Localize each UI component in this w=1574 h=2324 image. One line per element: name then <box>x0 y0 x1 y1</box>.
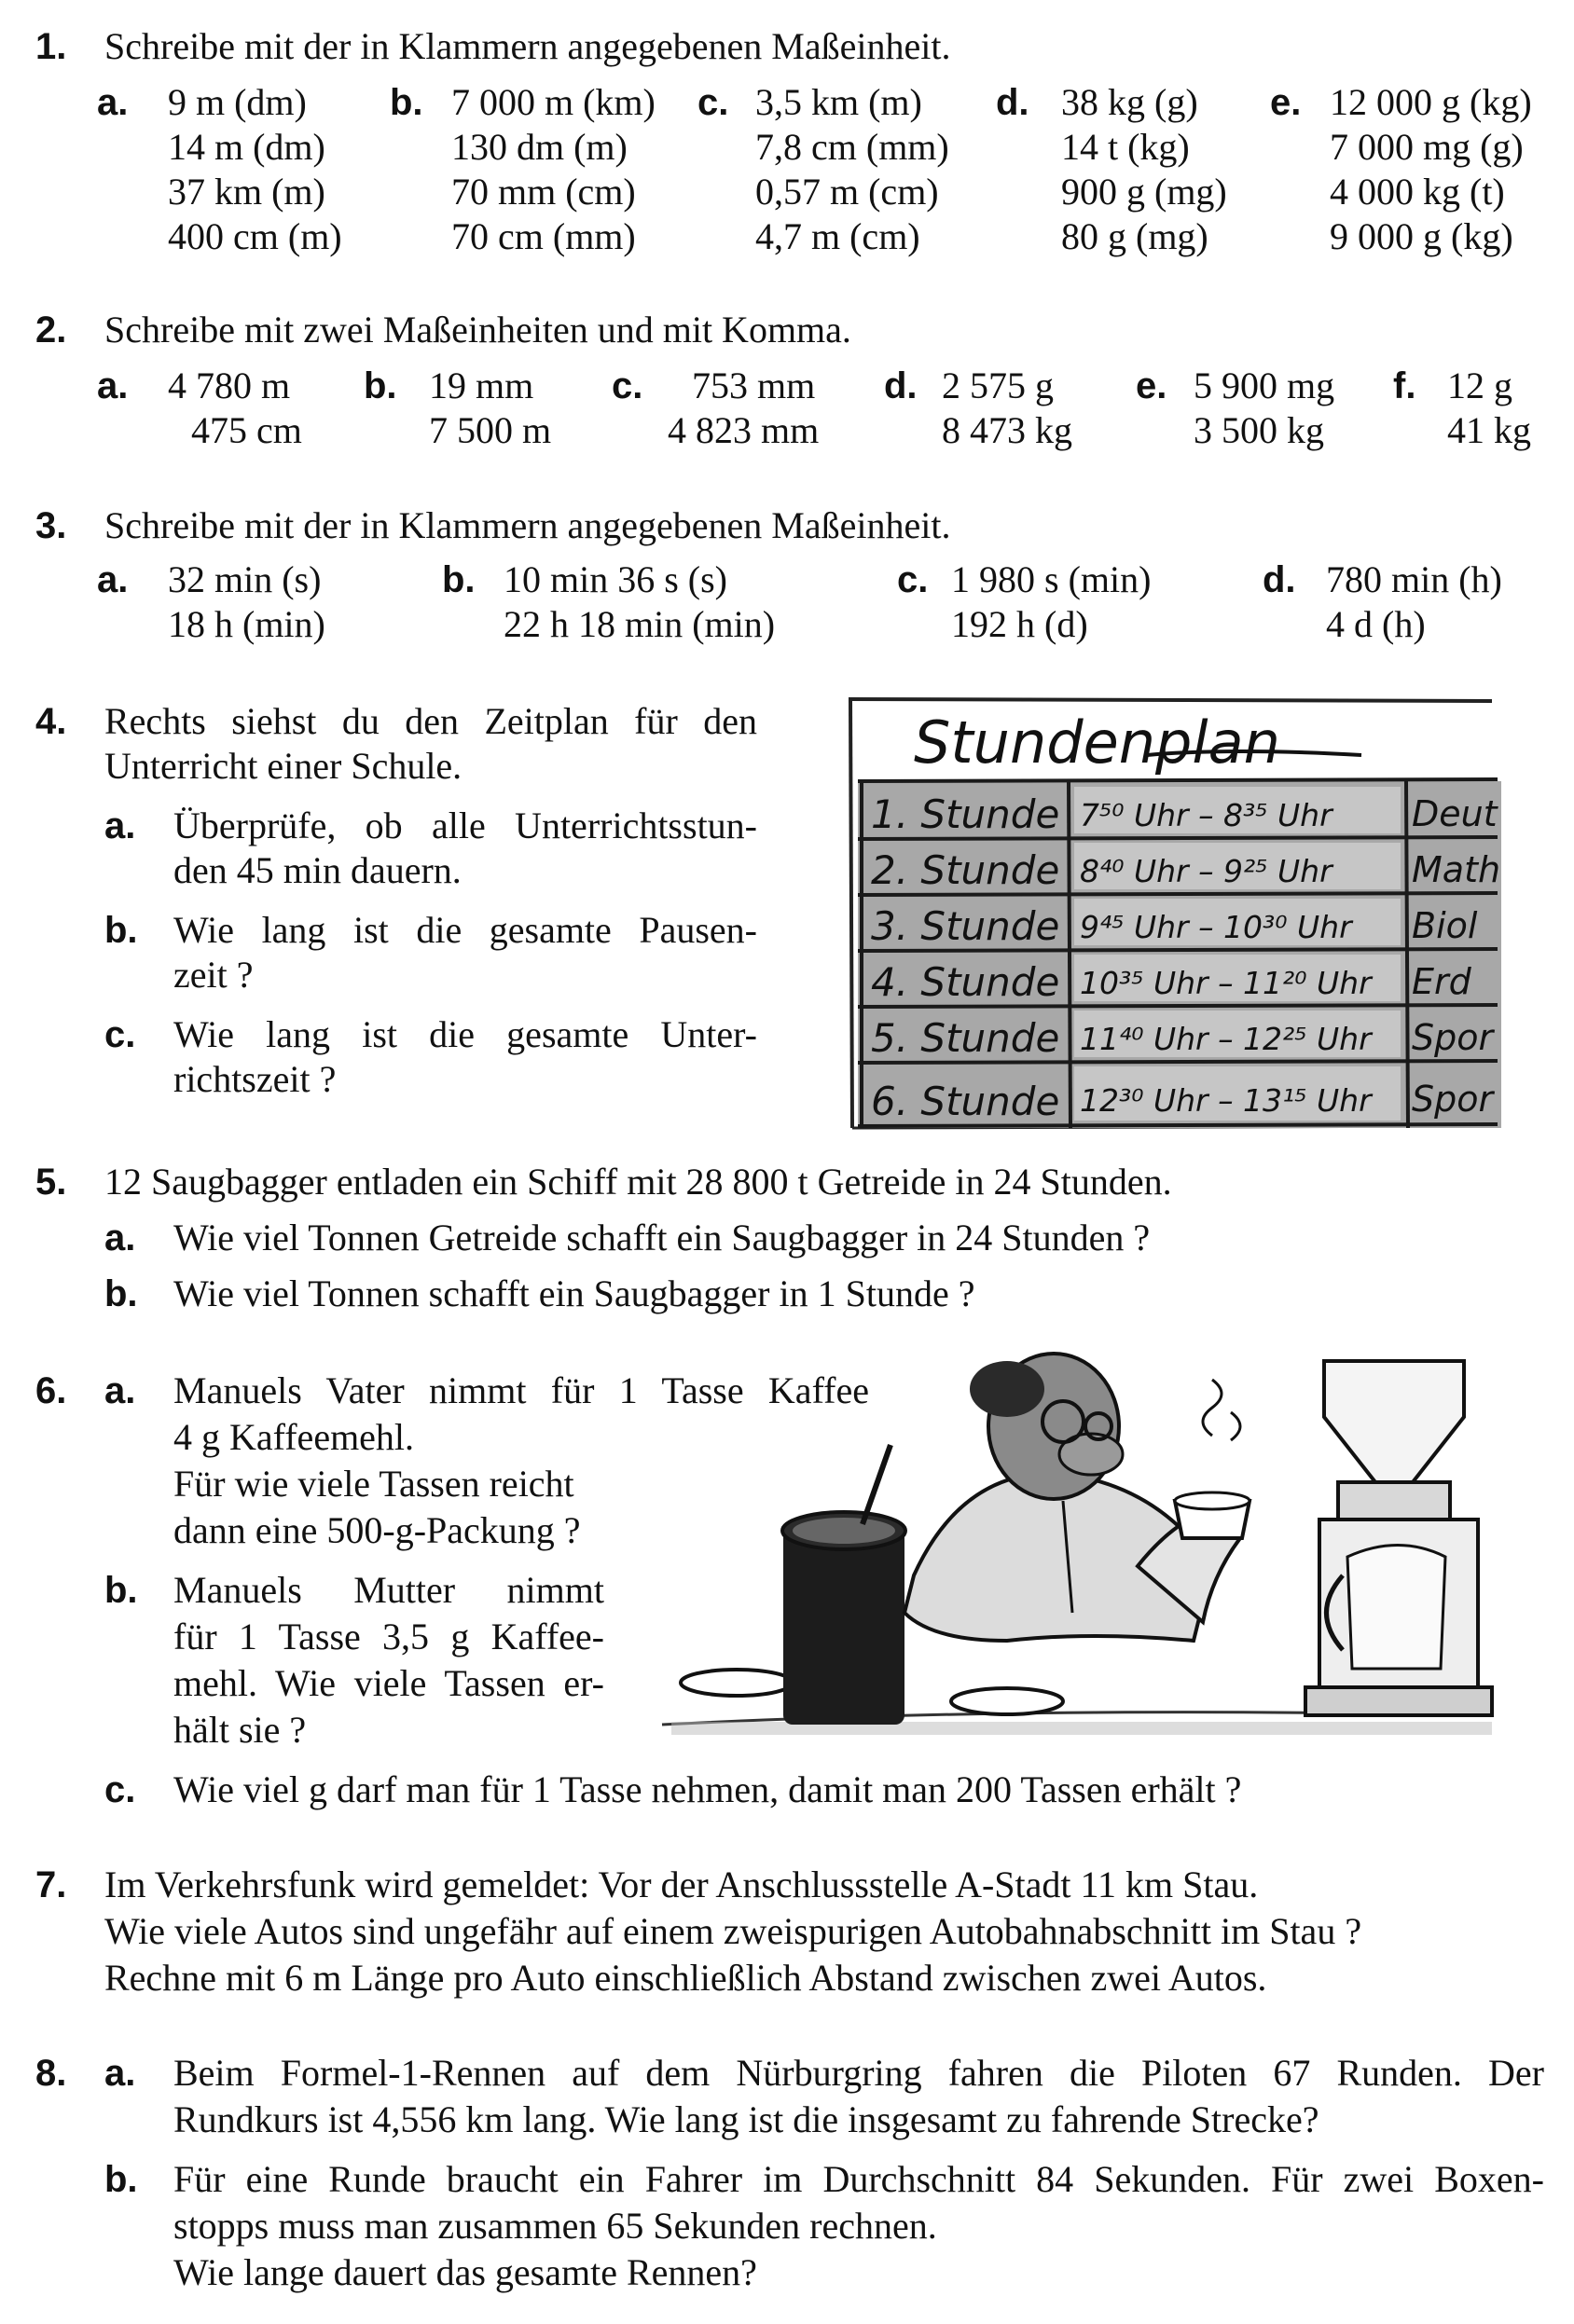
task-1d-label: d. <box>996 82 1029 123</box>
timetable-lesson-2: 2. Stunde <box>871 847 1060 893</box>
timetable-time-5: 11⁴⁰ Uhr – 12²⁵ Uhr <box>1080 1021 1372 1057</box>
task-8b-line: stopps muss man zusammen 65 Sekunden rechnen. <box>173 2205 937 2247</box>
task-3b-item: 22 h 18 min (min) <box>504 603 776 645</box>
task-3-number: 3. <box>35 505 67 546</box>
task-2a-label: a. <box>97 365 129 406</box>
task-2-instruction: Schreibe mit zwei Maßeinheiten und mit Komma. <box>104 309 851 351</box>
task-4-intro-line: Rechts siehst du den Zeitplan für den <box>104 700 757 742</box>
task-6c-text: Wie viel g darf man für 1 Tasse nehmen, damit man 200 Tassen erhält ? <box>173 1768 1242 1810</box>
task-6b-line: mehl. Wie viele Tassen er- <box>173 1662 604 1704</box>
task-4c-line: Wie lang ist die gesamte Unter- <box>173 1013 757 1055</box>
task-4b-label: b. <box>104 910 138 951</box>
task-1c-item: 0,57 m (cm) <box>755 171 939 213</box>
task-1e-item: 7 000 mg (g) <box>1330 126 1524 168</box>
timetable-subject-4: Erd <box>1412 961 1471 1002</box>
task-1c-item: 7,8 cm (mm) <box>755 126 949 168</box>
task-2-number: 2. <box>35 309 67 351</box>
task-7-line: Wie viele Autos sind ungefähr auf einem zweispurigen Autobahnabschnitt im Stau ? <box>104 1910 1362 1952</box>
task-4-number: 4. <box>35 701 67 742</box>
task-1d-item: 38 kg (g) <box>1061 81 1198 123</box>
task-1a-item: 37 km (m) <box>168 171 325 213</box>
task-6b-line: für 1 Tasse 3,5 g Kaffee- <box>173 1616 604 1657</box>
task-4a-label: a. <box>104 805 136 846</box>
task-5a-label: a. <box>104 1217 136 1258</box>
timetable-lesson-1: 1. Stunde <box>871 791 1060 837</box>
timetable-title: Stundenplan <box>914 708 1280 777</box>
task-6a-line: Manuels Vater nimmt für 1 Tasse Kaffee <box>173 1369 869 1411</box>
task-2d-label: d. <box>884 365 918 406</box>
task-1a-item: 400 cm (m) <box>168 215 342 257</box>
task-4c-line: richtszeit ? <box>173 1058 337 1100</box>
task-3d-item: 4 d (h) <box>1326 603 1426 645</box>
task-3b-item: 10 min 36 s (s) <box>504 558 727 600</box>
task-2a-item: 4 780 m <box>168 364 291 406</box>
task-1a-label: a. <box>97 82 129 123</box>
task-2f-item: 12 g <box>1447 364 1512 406</box>
task-8b-line: Für eine Runde braucht ein Fahrer im Durchschnitt 84 Sekunden. Für zwei Boxen- <box>173 2158 1544 2200</box>
task-2e-label: e. <box>1136 365 1167 406</box>
task-7-line: Im Verkehrsfunk wird gemeldet: Vor der Anschlussstelle A-Stadt 11 km Stau. <box>104 1863 1259 1905</box>
task-1d-item: 14 t (kg) <box>1061 126 1190 168</box>
task-8a-line: Beim Formel-1-Rennen auf dem Nürburgring fahren die Piloten 67 Runden. Der <box>173 2052 1544 2094</box>
task-3a-label: a. <box>97 559 129 600</box>
timetable-illustration <box>839 690 1501 1137</box>
timetable-time-4: 10³⁵ Uhr – 11²⁰ Uhr <box>1080 965 1372 1001</box>
task-8a-line: Rundkurs ist 4,556 km lang. Wie lang ist die insgesamt zu fahrende Strecke? <box>173 2098 1319 2140</box>
timetable-subject-2: Math <box>1412 849 1501 890</box>
task-1d-item: 80 g (mg) <box>1061 215 1208 257</box>
task-3a-item: 32 min (s) <box>168 558 322 600</box>
task-2d-item: 8 473 kg <box>942 409 1072 451</box>
task-1c-label: c. <box>697 82 729 123</box>
task-2f-label: f. <box>1393 365 1416 406</box>
task-2e-item: 3 500 kg <box>1194 409 1324 451</box>
task-1b-item: 70 mm (cm) <box>451 171 636 213</box>
task-5-text: 12 Saugbagger entladen ein Schiff mit 28 800 t Getreide in 24 Stunden. <box>104 1161 1172 1203</box>
timetable-time-6: 12³⁰ Uhr – 13¹⁵ Uhr <box>1080 1082 1372 1119</box>
task-6a-line: dann eine 500-g-Packung ? <box>173 1509 581 1551</box>
task-4b-line: Wie lang ist die gesamte Pausen- <box>173 909 757 951</box>
task-3c-label: c. <box>897 559 929 600</box>
task-1e-item: 12 000 g (kg) <box>1330 81 1532 123</box>
task-3b-label: b. <box>442 559 476 600</box>
task-4c-label: c. <box>104 1014 136 1055</box>
timetable-subject-5: Spor <box>1412 1017 1494 1058</box>
task-1c-item: 4,7 m (cm) <box>755 215 920 257</box>
task-6a-line: Für wie viele Tassen reicht <box>173 1463 574 1505</box>
task-3a-item: 18 h (min) <box>168 603 325 645</box>
task-2b-item: 7 500 m <box>429 409 552 451</box>
timetable-lesson-3: 3. Stunde <box>871 903 1060 949</box>
timetable-subject-6: Spor <box>1412 1079 1494 1120</box>
timetable-time-2: 8⁴⁰ Uhr – 9²⁵ Uhr <box>1080 853 1332 889</box>
task-4-intro-line: Unterricht einer Schule. <box>104 745 463 787</box>
task-1c-item: 3,5 km (m) <box>755 81 922 123</box>
task-1e-item: 9 000 g (kg) <box>1330 215 1513 257</box>
task-6c-label: c. <box>104 1769 136 1810</box>
task-1a-item: 9 m (dm) <box>168 81 307 123</box>
task-3d-label: d. <box>1263 559 1296 600</box>
task-6b-line: Manuels Mutter nimmt <box>173 1569 604 1611</box>
task-6a-label: a. <box>104 1370 136 1411</box>
task-4a-line: den 45 min dauern. <box>173 849 462 891</box>
task-3c-item: 1 980 s (min) <box>951 558 1152 600</box>
task-6a-line: 4 g Kaffeemehl. <box>173 1416 415 1458</box>
timetable-lesson-6: 6. Stunde <box>871 1079 1060 1124</box>
task-1a-item: 14 m (dm) <box>168 126 325 168</box>
coffee-illustration <box>653 1333 1511 1743</box>
task-1-instruction: Schreibe mit der in Klammern angegebenen Maßeinheit. <box>104 25 951 67</box>
task-5b-text: Wie viel Tonnen schafft ein Saugbagger in 1 Stunde ? <box>173 1272 975 1314</box>
task-2f-item: 41 kg <box>1447 409 1531 451</box>
timetable-time-1: 7⁵⁰ Uhr – 8³⁵ Uhr <box>1080 797 1332 833</box>
task-6b-label: b. <box>104 1570 138 1611</box>
task-3c-item: 192 h (d) <box>951 603 1088 645</box>
task-2c-item: 4 823 mm <box>668 409 820 451</box>
task-1e-item: 4 000 kg (t) <box>1330 171 1505 213</box>
task-4a-line: Überprüfe, ob alle Unterrichtsstun- <box>173 804 757 846</box>
task-8a-label: a. <box>104 2053 136 2094</box>
task-5b-label: b. <box>104 1273 138 1314</box>
task-1b-item: 130 dm (m) <box>451 126 628 168</box>
task-4b-line: zeit ? <box>173 954 254 996</box>
task-1b-item: 70 cm (mm) <box>451 215 636 257</box>
task-2e-item: 5 900 mg <box>1194 364 1335 406</box>
task-1b-item: 7 000 m (km) <box>451 81 656 123</box>
task-7-number: 7. <box>35 1864 67 1905</box>
task-2b-item: 19 mm <box>429 364 534 406</box>
task-6b-line: hält sie ? <box>173 1709 307 1751</box>
task-2c-label: c. <box>612 365 643 406</box>
task-2c-item: 753 mm <box>692 364 816 406</box>
task-3d-item: 780 min (h) <box>1326 558 1502 600</box>
timetable-lesson-5: 5. Stunde <box>871 1015 1060 1061</box>
timetable-lesson-4: 4. Stunde <box>871 959 1060 1005</box>
task-1b-label: b. <box>390 82 423 123</box>
task-6-number: 6. <box>35 1370 67 1411</box>
task-1d-item: 900 g (mg) <box>1061 171 1227 213</box>
task-1-number: 1. <box>35 26 67 67</box>
task-3-instruction: Schreibe mit der in Klammern angegebenen Maßeinheit. <box>104 504 951 546</box>
timetable-subject-1: Deut <box>1412 793 1498 834</box>
task-5a-text: Wie viel Tonnen Getreide schafft ein Saugbagger in 24 Stunden ? <box>173 1217 1151 1258</box>
task-8-number: 8. <box>35 2053 67 2094</box>
task-5-number: 5. <box>35 1162 67 1203</box>
task-2d-item: 2 575 g <box>942 364 1054 406</box>
timetable-subject-3: Biol <box>1412 905 1478 946</box>
task-8b-label: b. <box>104 2159 138 2200</box>
task-1e-label: e. <box>1270 82 1302 123</box>
task-8b-line: Wie lange dauert das gesamte Rennen? <box>173 2251 757 2293</box>
task-2a-item: 475 cm <box>191 409 302 451</box>
task-7-line: Rechne mit 6 m Länge pro Auto einschließlich Abstand zwischen zwei Autos. <box>104 1957 1267 1999</box>
task-2b-label: b. <box>364 365 397 406</box>
timetable-time-3: 9⁴⁵ Uhr – 10³⁰ Uhr <box>1080 909 1352 945</box>
